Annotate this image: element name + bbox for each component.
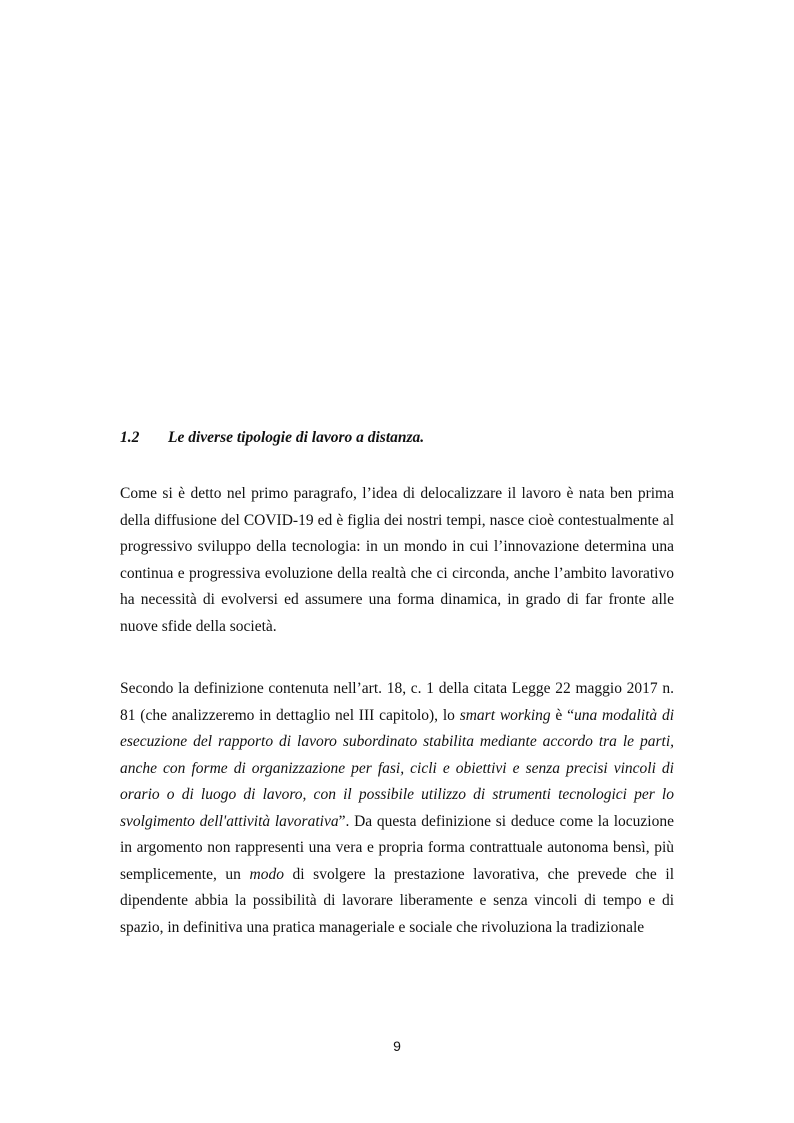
modo-term: modo bbox=[249, 865, 284, 883]
legal-definition-quote: una modalità di esecuzione del rapporto di lavoro subordinato stabilita mediante accordo tra le parti, anche con forme di organizzazione per fasi, cicli e obiettivi e senza precisi vincoli di orario o di luogo di lavoro, con il possibile utilizzo di strumenti tecnologici per lo svolgimento dell'attività lavorativa bbox=[120, 706, 674, 830]
section-number: 1.2 bbox=[120, 429, 140, 446]
paragraph-1: Come si è detto nel primo paragrafo, l’idea di delocalizzare il lavoro è nata ben prima della diffusione del COVID-19 ed è figlia dei nostri tempi, nasce cioè contestualmente al progressivo sviluppo della tecnologia: in un mondo in cui l’innovazione determina una continua e progressiva evoluzione della realtà che ci circonda, anche l’ambito lavorativo ha necessità di evolversi ed assumere una forma dinamica, in grado di far fronte alle nuove sfide della società. bbox=[120, 485, 674, 635]
section-heading bbox=[120, 428, 680, 448]
smart-working-term: smart working bbox=[459, 706, 551, 724]
after-quote-text: ”. Da questa definizione si deduce come la locuzione in argomento non rappresenti una vera e propria forma contrattuale autonoma bensì, più semplicemente, un bbox=[120, 812, 674, 883]
page-number: 9 bbox=[393, 1038, 401, 1054]
section-title: Le diverse tipologie di lavoro a distanza. bbox=[168, 429, 425, 446]
paragraph-2-intro: Secondo la definizione contenuta nell’art. 18, c. 1 della citata Legge 22 maggio 2017 n. 81 (che analizzeremo in dettaglio nel III capitolo), lo bbox=[120, 680, 674, 724]
paragraph-2-rest: di svolgere la prestazione lavorativa, che prevede che il dipendente abbia la possibilità di lavorare liberamente e senza vincoli di tempo e di spazio, in definitiva una pratica manageriale e sociale che rivoluziona la tradizionale bbox=[120, 865, 674, 936]
open-quote: è “ bbox=[550, 706, 574, 724]
paragraph-2 bbox=[120, 676, 674, 941]
